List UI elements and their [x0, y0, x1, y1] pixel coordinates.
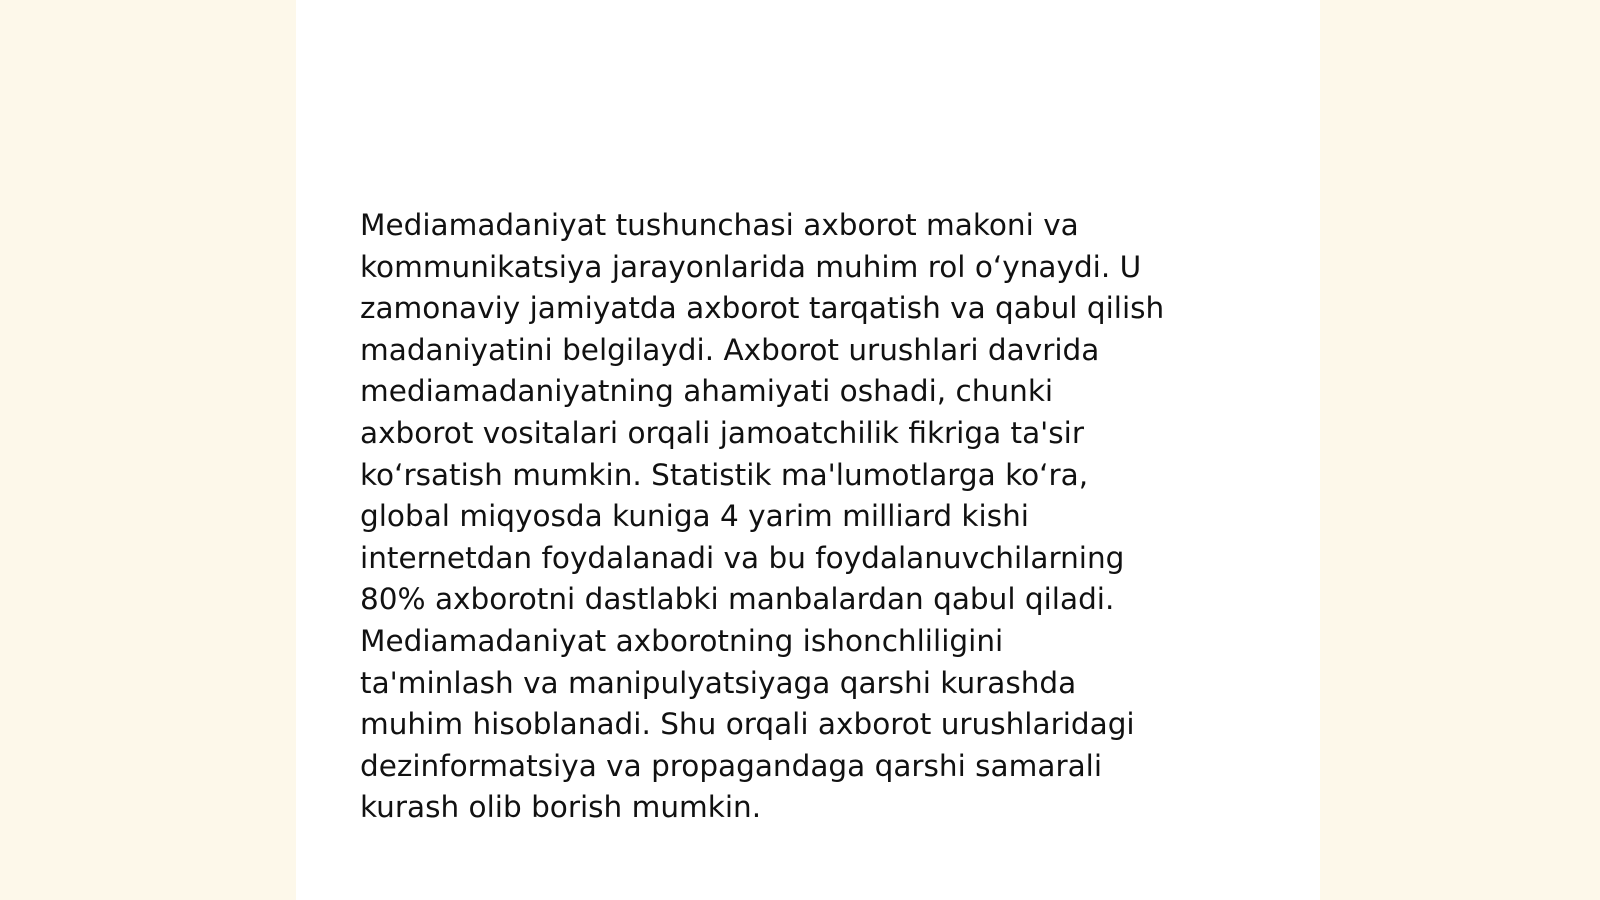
body-paragraph [360, 205, 1260, 829]
paragraph-line: global miqyosda kuniga 4 yarim milliard kishi [360, 499, 1029, 534]
paragraph-line: madaniyatini belgilaydi. Axborot urushlari davrida [360, 332, 1100, 367]
paragraph-line: kurash olib borish mumkin. [360, 790, 762, 825]
paragraph-line: muhim hisoblanadi. Shu orqali axborot urushlaridagi [360, 707, 1135, 742]
paragraph-line: mediamadaniyatning ahamiyati oshadi, chunki [360, 374, 1054, 409]
paragraph-line: ko‘rsatish mumkin. Statistik ma'lumotlarga ko‘ra, [360, 457, 1089, 492]
paragraph-line: 80% axborotni dastlabki manbalardan qabul qiladi. [360, 582, 1115, 617]
paragraph-line: Mediamadaniyat axborotning ishonchliligini [360, 623, 1004, 658]
paragraph-line: ta'minlash va manipulyatsiyaga qarshi kurashda [360, 665, 1077, 700]
paragraph-line: axborot vositalari orqali jamoatchilik fikriga ta'sir [360, 415, 1084, 450]
paragraph-line: kommunikatsiya jarayonlarida muhim rol o‘ynaydi. U [360, 249, 1142, 284]
document-page [296, 0, 1320, 900]
paragraph-line: internetdan foydalanadi va bu foydalanuvchilarning [360, 540, 1125, 575]
paragraph-line: zamonaviy jamiyatda axborot tarqatish va qabul qilish [360, 291, 1165, 326]
paragraph-line: dezinformatsiya va propagandaga qarshi samarali [360, 748, 1103, 783]
paragraph-line: Mediamadaniyat tushunchasi axborot makoni va [360, 208, 1079, 242]
